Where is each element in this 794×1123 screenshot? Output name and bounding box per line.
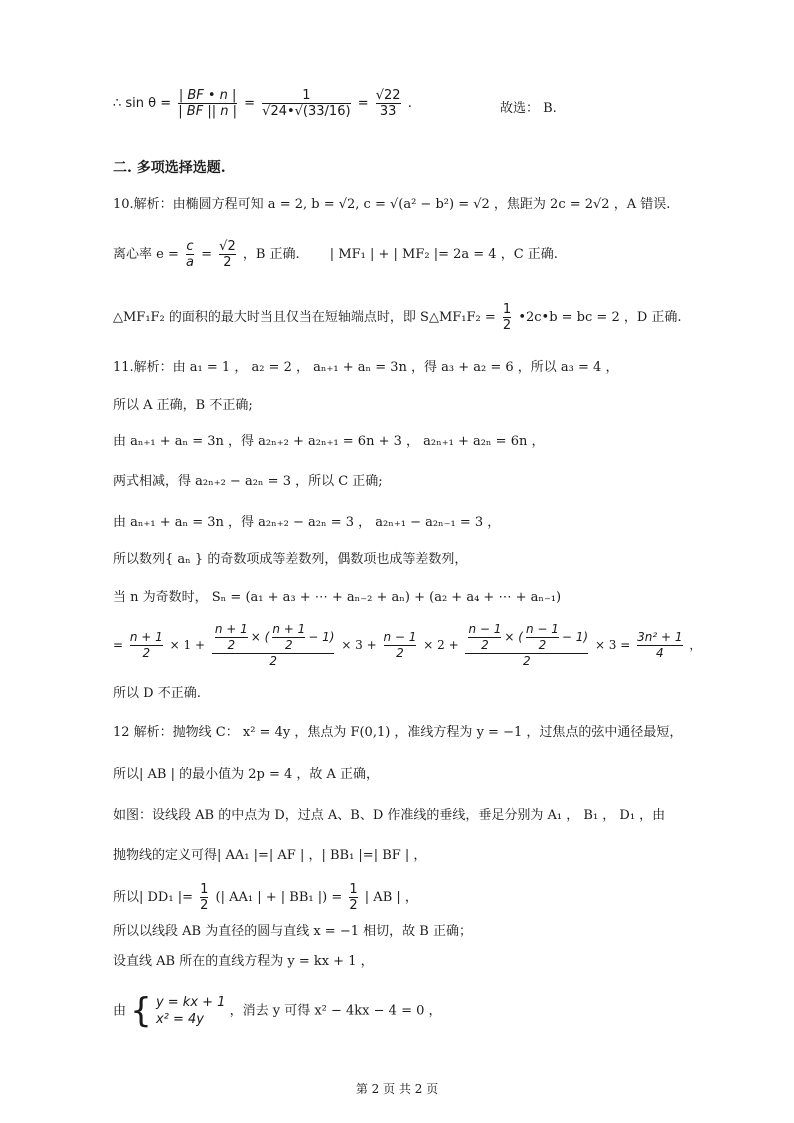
q9-answer-text: 故选： B. <box>500 101 557 116</box>
q11-frac-d-inner1 <box>468 622 501 653</box>
q11-frac-c <box>384 630 417 661</box>
q11-frac-b-inner2-den: 2 <box>272 637 305 653</box>
q11-frac-d-den: 2 <box>465 653 588 669</box>
q12-line5-post: | AB | ， <box>364 890 418 905</box>
q11-frac-e-num: 3n² + 1 <box>637 630 683 644</box>
q11-sum-end: ， <box>689 638 702 652</box>
q12-frac-half-1-num: 1 <box>200 882 209 897</box>
q11-line9: 所以 D 不正确. <box>113 686 201 701</box>
q9-sin-line <box>113 88 412 119</box>
q11-times2: × 2 + <box>423 638 459 652</box>
q11-frac-b-num <box>212 622 335 653</box>
q12-line8 <box>113 991 442 1031</box>
q10-line2 <box>113 239 558 270</box>
q10-frac-ca-num: c <box>186 239 194 254</box>
q11-frac-d-inner2-num: n − 1 <box>525 622 559 636</box>
q12-line6: 所以以线段 AB 为直径的圆与直线 x = −1 相切，故 B 正确； <box>113 924 472 939</box>
q11-times3a: × 3 + <box>341 638 377 652</box>
q11-line5: 由 aₙ₊₁ + aₙ = 3n ，得 a₂ₙ₊₂ − a₂ₙ = 3 ， a₂ₙ₊₁ − a₂ₙ₋₁ = 3 ， <box>113 515 501 530</box>
q9-eq-1: = <box>244 96 256 111</box>
q12-line4: 抛物线的定义可得| AA₁ |=| AF | ，| BB₁ |=| BF | ， <box>113 848 427 863</box>
q10-line3 <box>113 302 682 333</box>
q9-frac3-den: 33 <box>376 103 401 119</box>
page-footer: 第 2 页 共 2 页 <box>355 1082 439 1096</box>
q10-eq: = <box>201 247 213 262</box>
q11-frac-b-end: − 1) <box>308 630 335 644</box>
q11-frac-b-inner1 <box>215 622 248 653</box>
q11-frac-b-inner2-num: n + 1 <box>272 622 306 636</box>
q11-frac-a-den: 2 <box>130 645 163 661</box>
q11-line7: 当 n 为奇数时， Sₙ = (a₁ + a₃ + ⋯ + aₙ₋₂ + aₙ) + (a₂ + a₄ + ⋯ + aₙ₋₁) <box>113 590 562 605</box>
q12-frac-half-2-den: 2 <box>349 898 358 913</box>
q11-frac-d-inner2-den: 2 <box>526 637 559 653</box>
q9-frac1-num: | BF • n | <box>178 88 237 103</box>
q11-frac-d-end: − 1) <box>561 630 589 644</box>
q11-line6: 所以数列{ aₙ } 的奇数项成等差数列，偶数项也成等差数列， <box>113 552 468 567</box>
q11-frac-e <box>637 630 682 661</box>
q11-frac-c-den: 2 <box>384 645 417 661</box>
q10-frac-ca <box>186 239 194 270</box>
q10-frac-half-den: 2 <box>502 318 512 333</box>
q10-line3-post: •2c•b = bc = 2 ，D 正确. <box>518 310 682 325</box>
q11-times1: × 1 + <box>169 638 206 652</box>
q9-frac-result <box>376 88 401 119</box>
q12-line1: 12 解析：抛物线 C： x² = 4y ，焦点为 F(0,1) ，准线方程为 y = −1 ，过焦点的弦中通径最短， <box>113 725 683 740</box>
q11-frac-d-inner1-den: 2 <box>468 637 501 653</box>
q11-sum-eq: = <box>113 638 124 652</box>
q11-frac-d-num <box>465 622 588 653</box>
q9-answer <box>500 101 557 117</box>
q11-times3b: × 3 = <box>594 638 631 652</box>
q10-line1: 10.解析：由椭圆方程可知 a = 2, b = √2, c = √(a² − b²) = √2 ，焦距为 2c = 2√2 ，A 错误. <box>113 197 671 212</box>
q11-line3: 由 aₙ₊₁ + aₙ = 3n ，得 a₂ₙ₊₂ + a₂ₙ₊₁ = 6n + 3 ， a₂ₙ₊₁ + a₂ₙ = 6n ， <box>113 434 545 449</box>
q9-period: . <box>407 96 412 111</box>
q12-line8-post: ，消去 y 可得 x² − 4kx − 4 = 0 ， <box>229 1003 442 1019</box>
q11-line2: 所以 A 正确，B 不正确; <box>113 398 253 413</box>
q10-frac-sqrt2 <box>219 239 236 270</box>
q12-system-eq2: x² = 4y <box>155 1012 204 1027</box>
q9-eq-2: = <box>357 96 369 111</box>
q11-frac-b <box>212 622 335 669</box>
q12-line7: 设直线 AB 所在的直线方程为 y = kx + 1 ， <box>113 954 374 969</box>
q11-frac-d-times: × ( <box>504 630 523 644</box>
q12-line5 <box>113 882 418 913</box>
q9-frac2-den: √24•√(33/16) <box>262 104 351 119</box>
q9-frac3-num: √22 <box>375 88 401 103</box>
q9-sin-label: ∴ sin θ = <box>113 96 172 111</box>
section-heading: 二. 多项选择选题. <box>113 160 226 176</box>
q9-frac2-num: 1 <box>302 88 311 103</box>
q10-ecc-label: 离心率 e = <box>113 247 179 262</box>
q11-frac-b-inner1-den: 2 <box>215 637 248 653</box>
q9-frac-one <box>262 88 350 119</box>
q11-frac-d-inner1-num: n − 1 <box>468 622 502 636</box>
q12-line2: 所以| AB | 的最小值为 2p = 4 ，故 A 正确， <box>113 767 380 782</box>
q11-frac-d <box>465 622 588 669</box>
q12-frac-half-1-den: 2 <box>200 898 209 913</box>
q10-frac-half <box>503 302 511 333</box>
q10-frac-sqrt2-den: 2 <box>219 254 236 270</box>
q9-frac-bf-n <box>178 88 237 119</box>
q11-frac-b-den: 2 <box>212 653 335 669</box>
q11-frac-a-num: n + 1 <box>129 630 163 644</box>
q11-frac-d-inner2 <box>526 622 559 653</box>
q12-line5-mid: (| AA₁ | + | BB₁ |) = <box>215 890 343 905</box>
q11-frac-b-times: × ( <box>250 630 270 644</box>
q12-equation-system <box>156 994 226 1028</box>
q11-line1: 11.解析：由 a₁ = 1 ， a₂ = 2 ， aₙ₊₁ + aₙ = 3n ，得 a₃ + a₂ = 6 ，所以 a₃ = 4 ， <box>113 360 619 375</box>
q10-frac-half-num: 1 <box>502 302 512 317</box>
q11-frac-b-inner1-num: n + 1 <box>214 622 248 636</box>
q11-frac-b-inner2 <box>272 622 305 653</box>
q10-frac-sqrt2-num: √2 <box>219 239 236 254</box>
q12-frac-half-1 <box>200 882 208 913</box>
q9-frac1-den: | BF || n | <box>178 104 237 119</box>
left-brace-icon: { <box>130 991 152 1031</box>
q11-frac-c-num: n − 1 <box>383 630 417 644</box>
q12-system-eq1: y = kx + 1 <box>155 995 226 1010</box>
q12-line8-pre: 由 <box>113 1003 127 1019</box>
q11-sum-expression <box>113 622 701 669</box>
q11-line4: 两式相减，得 a₂ₙ₊₂ − a₂ₙ = 3 ，所以 C 正确; <box>113 474 383 489</box>
q12-line3: 如图：设线段 AB 的中点为 D，过点 A、B、D 作准线的垂线，垂足分别为 A₁ ， B₁ ， D₁ ，由 <box>113 808 666 823</box>
q10-frac-ca-den: a <box>186 255 194 270</box>
q12-frac-half-2 <box>349 882 357 913</box>
q11-frac-a <box>130 630 163 661</box>
q12-frac-half-2-num: 1 <box>349 882 358 897</box>
q10-line3-pre: △MF₁F₂ 的面积的最大时当且仅当在短轴端点时，即 S△MF₁F₂ = <box>113 310 496 325</box>
q10-line2-post: ，B 正确. | MF₁ | + | MF₂ |= 2a = 4 ，C 正确. <box>242 247 558 262</box>
q12-line5-pre: 所以| DD₁ |= <box>113 890 193 905</box>
q11-frac-e-den: 4 <box>637 645 682 661</box>
